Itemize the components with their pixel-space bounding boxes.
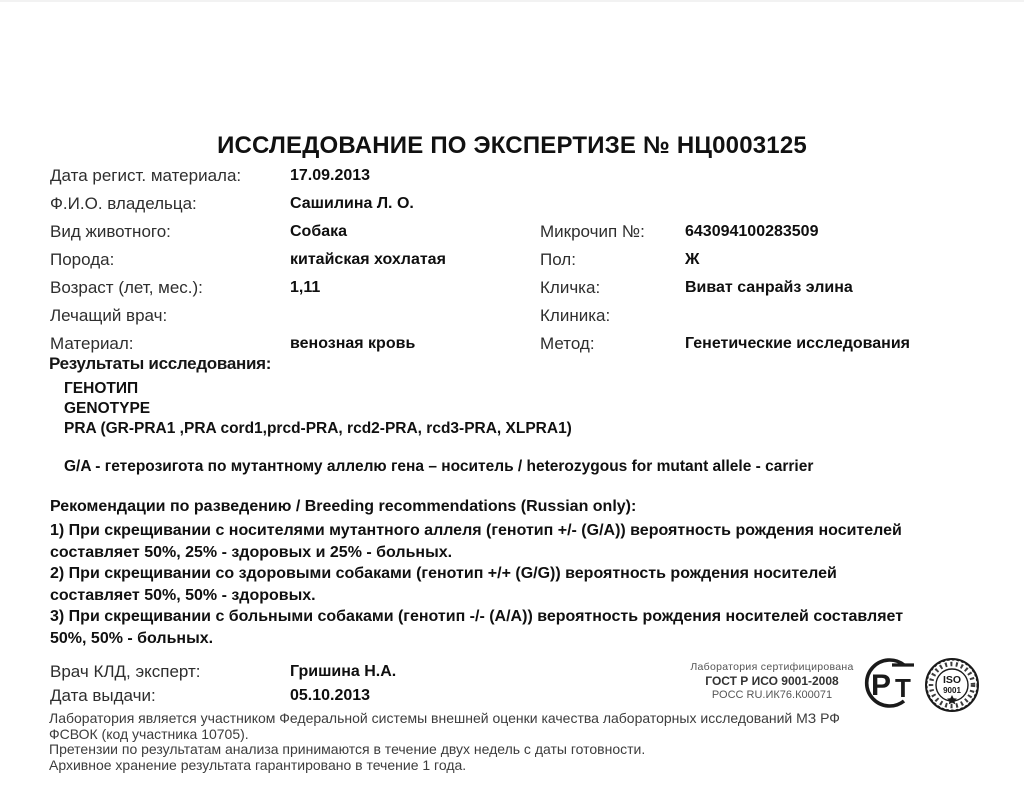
svg-text:Р: Р [871, 669, 892, 702]
field-label: Вид животного: [50, 222, 171, 241]
recommendations-heading: Рекомендации по разведению / Breeding recommendations (Russian only): [50, 498, 637, 515]
recommendation-item-3 [50, 606, 995, 649]
field-label: Клиника: [540, 306, 611, 325]
recommendation-line: 50%, 50% - больных. [50, 629, 214, 647]
patient-info-block [0, 166, 1024, 362]
info-row-owner-name [0, 194, 1024, 222]
results-heading: Результаты исследования: [49, 354, 272, 373]
info-row-doctor-clinic [0, 306, 1024, 334]
field-label: Микрочип №: [540, 222, 645, 241]
field-label: Дата выдачи: [50, 686, 156, 705]
footer-line-fsvok-2: ФСВОК (код участника 10705). [49, 725, 249, 742]
footer-line-fsvok-1: Лаборатория является участником Федеральной системы внешней оценки качества лабораторных исследований МЗ РФ [49, 710, 840, 726]
recommendation-line: 3) При скрещивании с больными собаками (генотип -/- (А/А)) вероятность рождения носителей составляет [50, 608, 904, 625]
field-value: Генетические исследования [685, 335, 911, 352]
field-value: Ж [685, 251, 700, 268]
svg-text:9001: 9001 [943, 686, 961, 695]
field-label: Порода: [50, 250, 115, 269]
field-value: Виват санрайз элина [685, 279, 853, 296]
field-label: Кличка: [540, 278, 601, 297]
certification-note: Лаборатория сертифицирована [690, 661, 854, 673]
certification-ross: РОСС RU.ИК76.К00071 [711, 689, 833, 701]
footer-line-claims: Претензии по результатам анализа принимаются в течение двух недель с даты готовности. [49, 741, 646, 757]
genotype-line-tests: PRA (GR-PRA1 ,PRA cord1,prcd-PRA, rcd2-PRA, rcd3-PRA, XLPRA1) [64, 420, 572, 437]
info-row-breed-sex [0, 250, 1024, 278]
recommendation-line: 2) При скрещивании со здоровыми собаками (генотип +/+ (G/G)) вероятность рождения носителей [50, 565, 837, 582]
recommendation-line: составляет 50%, 50% - здоровых. [50, 586, 316, 604]
footer-notes [49, 711, 979, 773]
field-value: 1,11 [290, 279, 321, 296]
field-value: Сашилина Л. О. [290, 195, 414, 212]
certification-block [686, 661, 858, 702]
field-value: Собака [290, 223, 348, 240]
field-value: 05.10.2013 [290, 687, 371, 704]
field-label: Пол: [540, 250, 576, 269]
lab-report-page [0, 2, 1024, 812]
iso-9001-stamp-icon [923, 656, 981, 714]
svg-text:Т: Т [895, 673, 911, 703]
genotype-line-en: GENOTYPE [64, 400, 151, 417]
field-value: 17.09.2013 [290, 167, 371, 184]
genotype-block [64, 379, 572, 439]
field-label: Врач КЛД, эксперт: [50, 662, 201, 681]
genotype-line-ru: ГЕНОТИП [64, 380, 139, 397]
page-title: ИССЛЕДОВАНИЕ ПО ЭКСПЕРТИЗЕ № НЦ0003125 [217, 132, 807, 159]
recommendation-line: составляет 50%, 25% - здоровых и 25% - больных. [50, 543, 453, 561]
rst-certification-mark-icon [858, 652, 920, 714]
svg-text:ISO: ISO [942, 674, 962, 686]
field-label: Ф.И.О. владельца: [50, 194, 197, 213]
footer-line-archive: Архивное хранение результата гарантировано в течение 1 года. [49, 756, 467, 773]
info-row-registration-date [0, 166, 1024, 194]
field-value: венозная кровь [290, 335, 416, 352]
field-value: Гришина Н.А. [290, 663, 397, 680]
sig-row-expert [0, 662, 680, 686]
genotype-result-line: G/A - гетерозигота по мутантному аллелю гена – носитель / heterozygous for mutant allele - carrier [64, 458, 814, 475]
info-row-species-microchip [0, 222, 1024, 250]
field-value: китайская хохлатая [290, 251, 446, 268]
recommendation-item-2 [50, 563, 995, 606]
info-row-age-petname [0, 278, 1024, 306]
field-label: Материал: [50, 334, 134, 353]
field-label: Дата регист. материала: [50, 166, 242, 185]
field-label: Возраст (лет, мес.): [50, 278, 203, 297]
recommendation-line: 1) При скрещивании с носителями мутантного аллеля (генотип +/- (G/A)) вероятность рождения носителей [50, 522, 902, 539]
sig-row-issue-date [0, 686, 680, 710]
field-value: 643094100283509 [685, 223, 819, 240]
field-label: Метод: [540, 334, 595, 353]
field-label: Лечащий врач: [50, 306, 168, 325]
recommendation-item-1 [50, 520, 995, 563]
certification-gost: ГОСТ Р ИСО 9001-2008 [705, 674, 839, 688]
signature-block [0, 662, 680, 710]
